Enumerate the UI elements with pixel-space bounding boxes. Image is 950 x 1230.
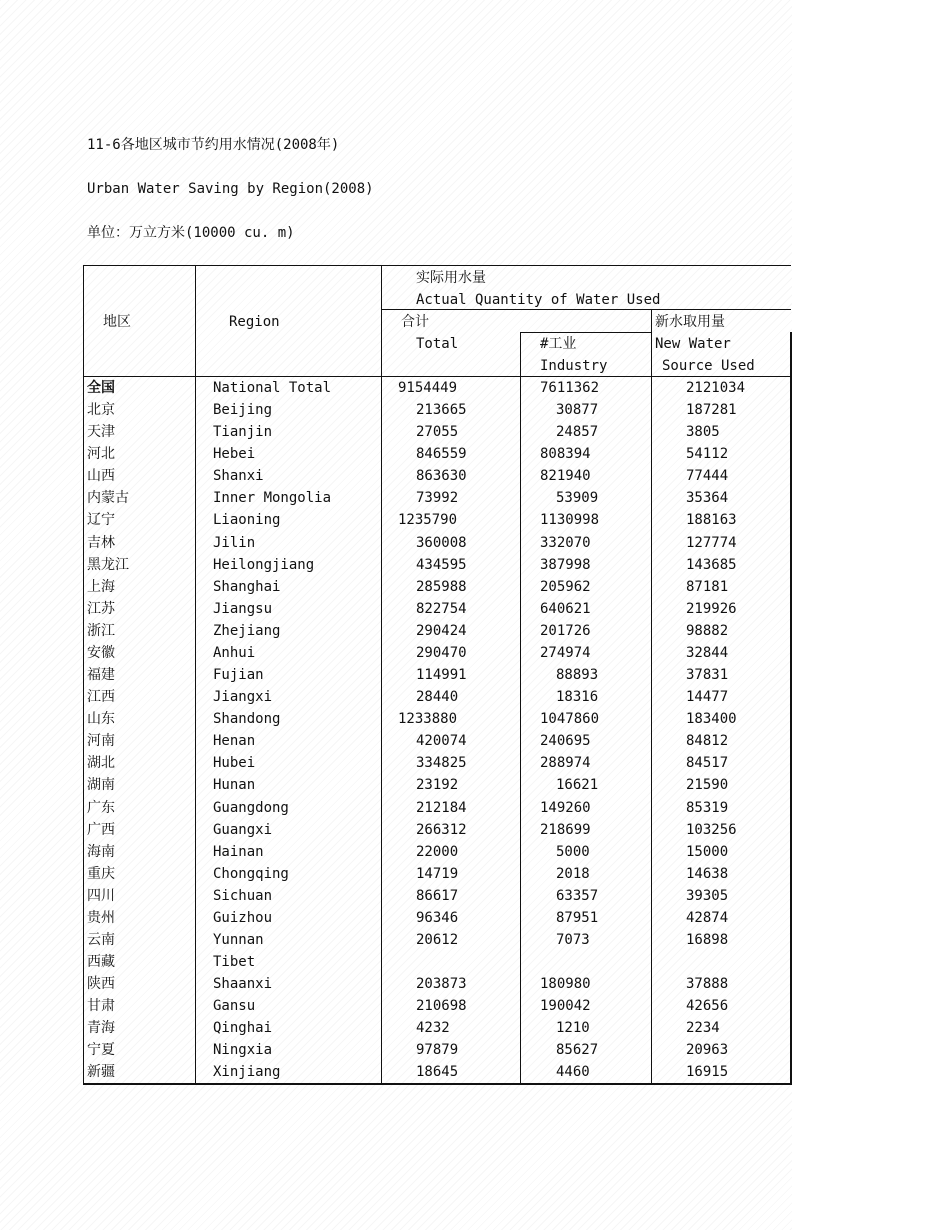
region-en-cell: Tianjin (213, 424, 273, 441)
region-cn-cell: 天津 (87, 424, 115, 441)
industry-cell: 240695 (540, 733, 591, 750)
total-cell: 86617 (416, 887, 459, 904)
region-cn-cell: 山东 (87, 711, 115, 728)
new-water-cell: 3805 (686, 424, 720, 441)
region-en-cell: Inner Mongolia (213, 490, 332, 507)
new-water-cell: 42656 (686, 998, 729, 1015)
table-row (83, 400, 791, 422)
region-en-cell: Hebei (213, 446, 256, 463)
table-row (83, 864, 791, 886)
table-row (83, 687, 791, 709)
total-cell: 1233880 (398, 711, 458, 728)
new-water-cell: 84517 (686, 755, 729, 772)
total-cell: 212184 (416, 799, 467, 816)
new-water-cell: 42874 (686, 909, 729, 926)
industry-cell: 63357 (556, 887, 599, 904)
header-region-en: Region (229, 314, 280, 330)
industry-cell: 808394 (540, 446, 591, 463)
region-en-cell: Shanghai (213, 578, 281, 595)
region-en-cell: Jiangxi (213, 689, 273, 706)
new-water-cell: 14638 (686, 865, 729, 882)
table-row (83, 996, 791, 1018)
industry-cell: 218699 (540, 821, 591, 838)
table-row (83, 1062, 791, 1084)
region-en-cell: Ningxia (213, 1042, 273, 1059)
table-row (83, 665, 791, 687)
industry-cell: 53909 (556, 490, 599, 507)
new-water-cell: 187281 (686, 402, 737, 419)
industry-cell: 88893 (556, 667, 599, 684)
industry-cell: 18316 (556, 689, 599, 706)
table-row (83, 422, 791, 444)
region-cn-cell: 云南 (87, 932, 115, 948)
region-cn-cell: 重庆 (87, 865, 115, 882)
region-en-cell: Hainan (213, 843, 264, 860)
region-cn-cell: 宁夏 (87, 1042, 115, 1059)
region-en-cell: Xinjiang (213, 1064, 281, 1081)
new-water-cell: 21590 (686, 777, 729, 794)
table-row (83, 533, 791, 555)
new-water-cell: 37831 (686, 667, 729, 684)
border-top (83, 265, 791, 266)
total-cell: 73992 (416, 490, 459, 507)
region-en-cell: Yunnan (213, 932, 264, 948)
table-row (83, 378, 791, 400)
region-en-cell: Jilin (213, 534, 256, 551)
table-row (83, 466, 791, 488)
region-en-cell: Shandong (213, 711, 281, 728)
total-cell: 4232 (416, 1020, 450, 1037)
table-row (83, 577, 791, 599)
table-row (83, 731, 791, 753)
region-cn-cell: 广东 (87, 799, 115, 816)
total-cell: 822754 (416, 600, 467, 617)
total-cell: 285988 (416, 578, 467, 595)
header-line-actual (381, 309, 791, 310)
table-row (83, 555, 791, 577)
table-row (83, 974, 791, 996)
new-water-cell: 15000 (686, 843, 729, 860)
total-cell: 290424 (416, 622, 467, 639)
region-cn-cell: 四川 (87, 887, 115, 904)
region-cn-cell: 江苏 (87, 600, 115, 617)
region-cn-cell: 辽宁 (87, 512, 115, 529)
table-row (83, 444, 791, 466)
industry-cell: 7611362 (540, 380, 600, 396)
header-line-industry (520, 332, 651, 333)
total-cell: 14719 (416, 865, 459, 882)
industry-cell: 180980 (540, 976, 591, 993)
total-cell: 18645 (416, 1064, 459, 1081)
total-cell: 863630 (416, 468, 467, 485)
table-row (83, 930, 791, 952)
total-cell: 210698 (416, 998, 467, 1015)
total-cell: 213665 (416, 402, 467, 419)
total-cell: 20612 (416, 932, 459, 948)
header-new-cn: 新水取用量 (655, 314, 725, 330)
total-cell: 27055 (416, 424, 459, 441)
total-cell: 9154449 (398, 380, 458, 396)
header-actual-cn: 实际用水量 (416, 270, 486, 286)
region-en-cell: Tibet (213, 954, 256, 971)
total-cell: 23192 (416, 777, 459, 794)
table-row (83, 621, 791, 643)
industry-cell: 24857 (556, 424, 599, 441)
region-en-cell: Shaanxi (213, 976, 273, 993)
total-cell: 420074 (416, 733, 467, 750)
industry-cell: 1047860 (540, 711, 600, 728)
table-row (83, 952, 791, 974)
new-water-cell: 84812 (686, 733, 729, 750)
total-cell: 434595 (416, 556, 467, 573)
region-en-cell: Chongqing (213, 865, 289, 882)
region-cn-cell: 贵州 (87, 909, 115, 926)
new-water-cell: 32844 (686, 644, 729, 661)
table-row (83, 753, 791, 775)
total-cell: 334825 (416, 755, 467, 772)
industry-cell: 30877 (556, 402, 599, 419)
region-cn-cell: 内蒙古 (87, 490, 129, 507)
region-en-cell: Hunan (213, 777, 256, 794)
total-cell: 28440 (416, 689, 459, 706)
industry-cell: 640621 (540, 600, 591, 617)
industry-cell: 821940 (540, 468, 591, 485)
new-water-cell: 54112 (686, 446, 729, 463)
industry-cell: 332070 (540, 534, 591, 551)
table-row (83, 908, 791, 930)
region-cn-cell: 青海 (87, 1020, 115, 1037)
total-cell: 203873 (416, 976, 467, 993)
total-cell: 846559 (416, 446, 467, 463)
new-water-cell: 103256 (686, 821, 737, 838)
industry-cell: 387998 (540, 556, 591, 573)
table-title: 11-6各地区城市节约用水情况(2008年) (87, 137, 340, 153)
new-water-cell: 127774 (686, 534, 737, 551)
region-cn-cell: 新疆 (87, 1064, 115, 1081)
region-en-cell: Shanxi (213, 468, 264, 485)
region-en-cell: Beijing (213, 402, 273, 419)
region-en-cell: Sichuan (213, 887, 273, 904)
industry-cell: 16621 (556, 777, 599, 794)
region-cn-cell: 安徽 (87, 644, 115, 661)
region-cn-cell: 北京 (87, 402, 115, 419)
region-cn-cell: 浙江 (87, 622, 115, 639)
region-cn-cell: 黑龙江 (87, 556, 129, 573)
region-en-cell: Liaoning (213, 512, 281, 529)
table-row (83, 775, 791, 797)
table-row (83, 1018, 791, 1040)
header-industry-cn: #工业 (540, 336, 577, 352)
industry-cell: 288974 (540, 755, 591, 772)
region-en-cell: Jiangsu (213, 600, 273, 617)
new-water-cell: 77444 (686, 468, 729, 485)
industry-cell: 149260 (540, 799, 591, 816)
industry-cell: 4460 (556, 1064, 590, 1081)
industry-cell: 85627 (556, 1042, 599, 1059)
region-en-cell: Zhejiang (213, 622, 281, 639)
total-cell: 22000 (416, 843, 459, 860)
total-cell: 114991 (416, 667, 467, 684)
region-en-cell: Guizhou (213, 909, 273, 926)
industry-cell: 2018 (556, 865, 590, 882)
region-cn-cell: 河北 (87, 446, 115, 463)
total-cell: 266312 (416, 821, 467, 838)
new-water-cell: 87181 (686, 578, 729, 595)
region-cn-cell: 上海 (87, 578, 115, 595)
industry-cell: 87951 (556, 909, 599, 926)
table-row (83, 599, 791, 621)
table-row (83, 510, 791, 532)
new-water-cell: 188163 (686, 512, 737, 529)
region-en-cell: Fujian (213, 667, 264, 684)
total-cell: 290470 (416, 644, 467, 661)
region-en-cell: Qinghai (213, 1020, 273, 1037)
region-cn-cell: 湖北 (87, 755, 115, 772)
table-row (83, 1040, 791, 1062)
unit-label: 单位：万立方米(10000 cu. m) (87, 225, 295, 241)
table-row (83, 709, 791, 731)
header-new-en-line2: Source Used (662, 358, 755, 374)
region-cn-cell: 湖南 (87, 777, 115, 794)
industry-cell: 5000 (556, 843, 590, 860)
new-water-cell: 2234 (686, 1020, 720, 1037)
new-water-cell: 35364 (686, 490, 729, 507)
water-saving-table (83, 265, 791, 1084)
industry-cell: 7073 (556, 932, 590, 948)
region-en-cell: National Total (213, 380, 332, 396)
table-row (83, 488, 791, 510)
header-industry-en: Industry (540, 358, 608, 374)
total-cell: 97879 (416, 1042, 459, 1059)
new-water-cell: 16898 (686, 932, 729, 948)
new-water-cell: 37888 (686, 976, 729, 993)
region-cn-cell: 福建 (87, 667, 115, 684)
region-cn-cell: 河南 (87, 733, 115, 750)
industry-cell: 201726 (540, 622, 591, 639)
total-cell: 96346 (416, 909, 459, 926)
new-water-cell: 98882 (686, 622, 729, 639)
region-en-cell: Hubei (213, 755, 256, 772)
total-cell: 1235790 (398, 512, 458, 529)
region-cn-cell: 西藏 (87, 954, 115, 971)
new-water-cell: 16915 (686, 1064, 729, 1081)
industry-cell: 274974 (540, 644, 591, 661)
industry-cell: 190042 (540, 998, 591, 1015)
header-new-en-line1: New Water (655, 336, 731, 352)
table-row (83, 820, 791, 842)
region-cn-cell: 山西 (87, 468, 115, 485)
table-row (83, 643, 791, 665)
new-water-cell: 39305 (686, 887, 729, 904)
region-cn-cell: 江西 (87, 689, 115, 706)
new-water-cell: 183400 (686, 711, 737, 728)
new-water-cell: 85319 (686, 799, 729, 816)
table-row (83, 886, 791, 908)
region-en-cell: Anhui (213, 644, 256, 661)
table-row (83, 842, 791, 864)
header-total-cn: 合计 (401, 314, 429, 330)
header-line-bottom (83, 376, 791, 377)
total-cell: 360008 (416, 534, 467, 551)
new-water-cell: 143685 (686, 556, 737, 573)
region-cn-cell: 广西 (87, 821, 115, 838)
header-region-cn: 地区 (103, 314, 131, 330)
region-en-cell: Heilongjiang (213, 556, 315, 573)
new-water-cell: 2121034 (686, 380, 746, 396)
industry-cell: 205962 (540, 578, 591, 595)
region-cn-cell: 甘肃 (87, 998, 115, 1015)
table-row (83, 798, 791, 820)
new-water-cell: 219926 (686, 600, 737, 617)
industry-cell: 1130998 (540, 512, 600, 529)
region-en-cell: Guangdong (213, 799, 289, 816)
region-en-cell: Guangxi (213, 821, 273, 838)
header-total-en: Total (416, 336, 459, 352)
region-cn-cell: 陕西 (87, 976, 115, 993)
industry-cell: 1210 (556, 1020, 590, 1037)
region-en-cell: Henan (213, 733, 256, 750)
new-water-cell: 14477 (686, 689, 729, 706)
region-cn-cell: 全国 (87, 380, 115, 396)
table-subtitle: Urban Water Saving by Region(2008) (87, 181, 374, 197)
header-actual-en: Actual Quantity of Water Used (416, 292, 661, 308)
region-en-cell: Gansu (213, 998, 256, 1015)
region-cn-cell: 吉林 (87, 534, 115, 551)
new-water-cell: 20963 (686, 1042, 729, 1059)
region-cn-cell: 海南 (87, 843, 115, 860)
